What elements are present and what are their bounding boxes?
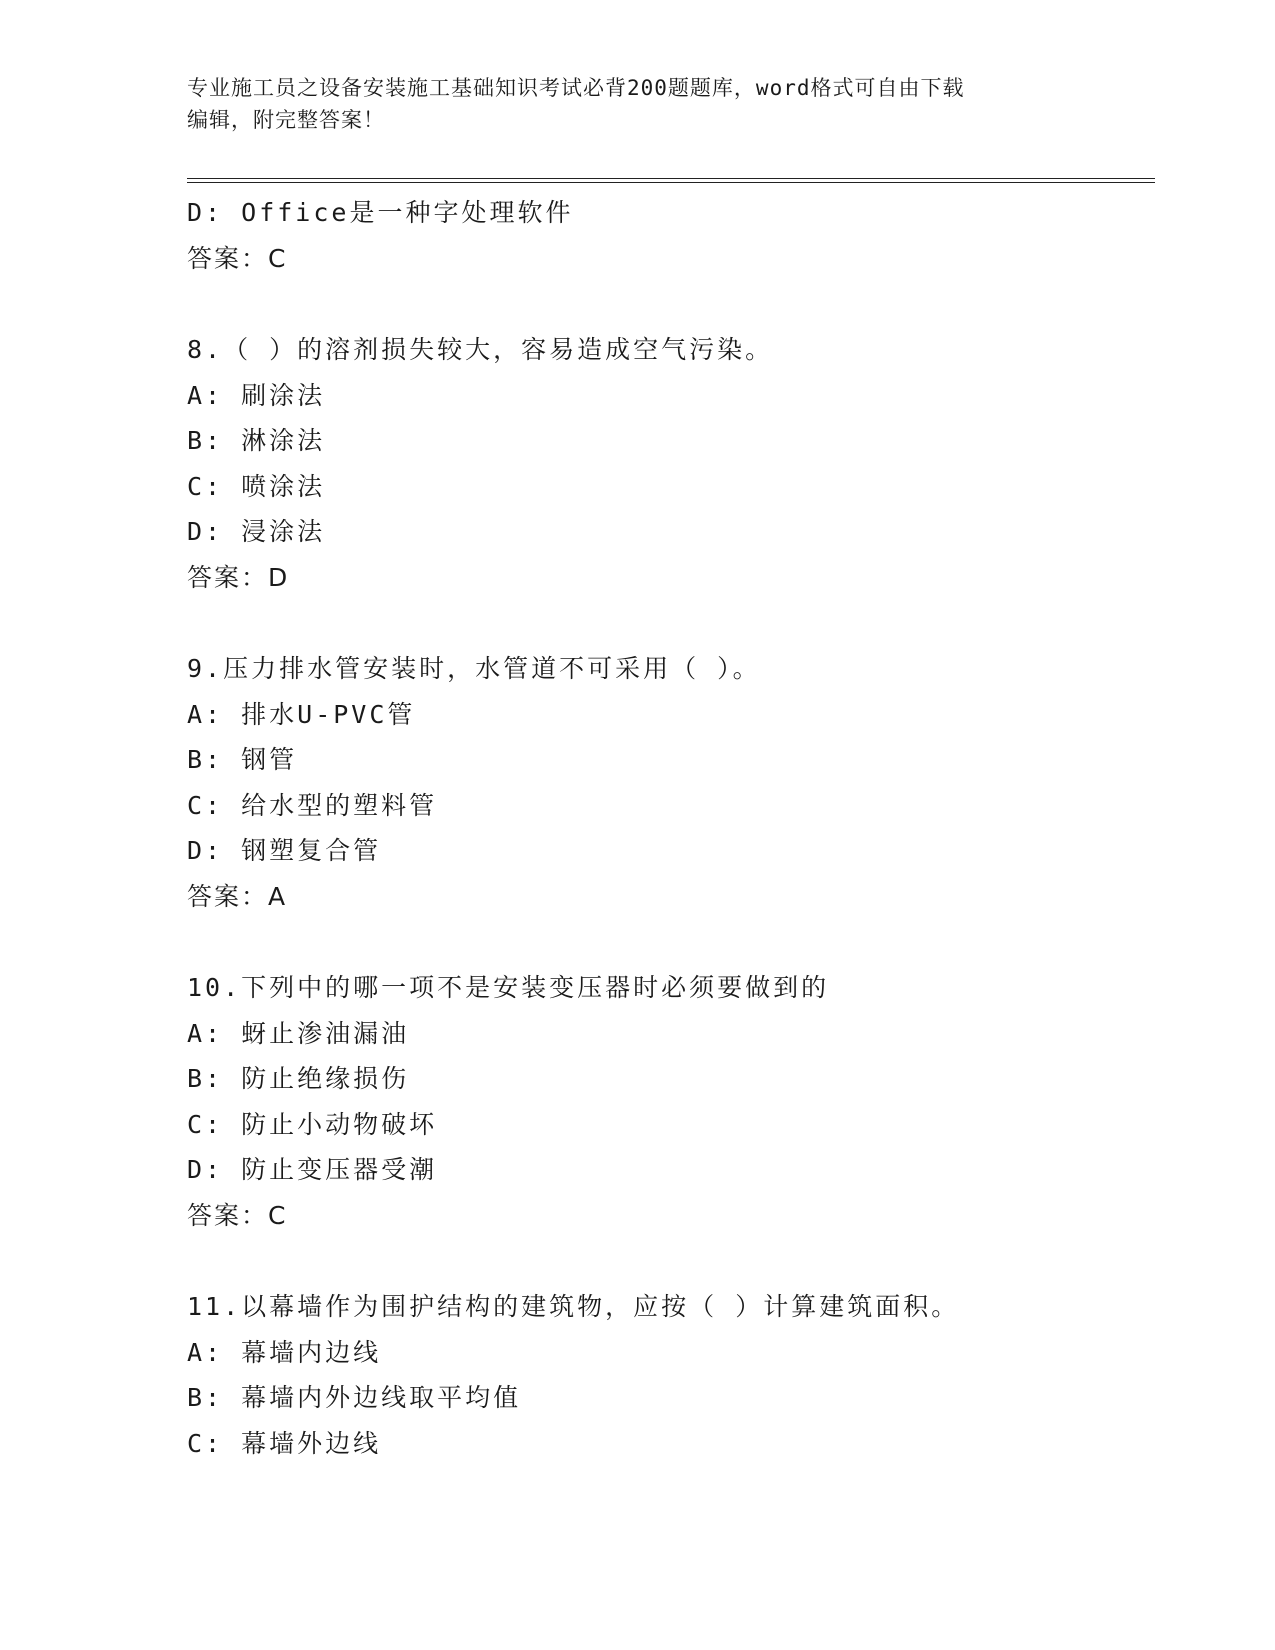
option-d: D: 防止变压器受潮 bbox=[187, 1155, 438, 1184]
spacer bbox=[187, 919, 1147, 965]
answer-line: 答案：A bbox=[187, 881, 288, 911]
document-header bbox=[187, 72, 1067, 136]
header-title-line-1: 专业施工员之设备安装施工基础知识考试必背200题题库，word格式可自由下载 bbox=[187, 76, 965, 100]
question-stem: 8.（ ）的溶剂损失较大，容易造成空气污染。 bbox=[187, 335, 774, 364]
option-a: A: 刷涂法 bbox=[187, 380, 326, 410]
option-c: C: 幕墙外边线 bbox=[187, 1428, 382, 1458]
spacer bbox=[187, 1238, 1147, 1284]
option-d: D: Office是一种字处理软件 bbox=[187, 198, 574, 227]
header-divider bbox=[187, 178, 1155, 183]
header-title-line-2: 编辑，附完整答案！ bbox=[187, 108, 385, 132]
option-b: B: 幕墙内外边线取平均值 bbox=[187, 1383, 522, 1412]
question-stem: 11.以幕墙作为围护结构的建筑物，应按（ ）计算建筑面积。 bbox=[187, 1292, 960, 1321]
answer-line: 答案：D bbox=[187, 562, 290, 592]
option-a: A: 幕墙内边线 bbox=[187, 1337, 382, 1367]
option-b: B: 钢管 bbox=[187, 745, 298, 774]
option-a: A: 蚜止渗油漏油 bbox=[187, 1018, 410, 1048]
option-c: C: 防止小动物破坏 bbox=[187, 1109, 438, 1139]
question-9 bbox=[187, 646, 1147, 919]
option-d: D: 浸涂法 bbox=[187, 517, 326, 546]
option-c: C: 喷涂法 bbox=[187, 471, 326, 501]
question-list bbox=[187, 190, 1147, 1466]
question-10 bbox=[187, 965, 1147, 1238]
option-b: B: 淋涂法 bbox=[187, 426, 326, 455]
question-8 bbox=[187, 327, 1147, 600]
option-d: D: 钢塑复合管 bbox=[187, 836, 382, 865]
spacer bbox=[187, 281, 1147, 327]
option-c: C: 给水型的塑料管 bbox=[187, 790, 438, 820]
option-b: B: 防止绝缘损伤 bbox=[187, 1064, 410, 1093]
answer-line: 答案：C bbox=[187, 1200, 288, 1230]
question-stem: 9.压力排水管安装时，水管道不可采用（ ）。 bbox=[187, 654, 761, 683]
option-a: A: 排水U-PVC管 bbox=[187, 699, 416, 729]
question-stem: 10.下列中的哪一项不是安装变压器时必须要做到的 bbox=[187, 973, 830, 1002]
question-11 bbox=[187, 1284, 1147, 1466]
question-7 bbox=[187, 190, 1147, 281]
answer-line: 答案：C bbox=[187, 243, 288, 273]
spacer bbox=[187, 600, 1147, 646]
